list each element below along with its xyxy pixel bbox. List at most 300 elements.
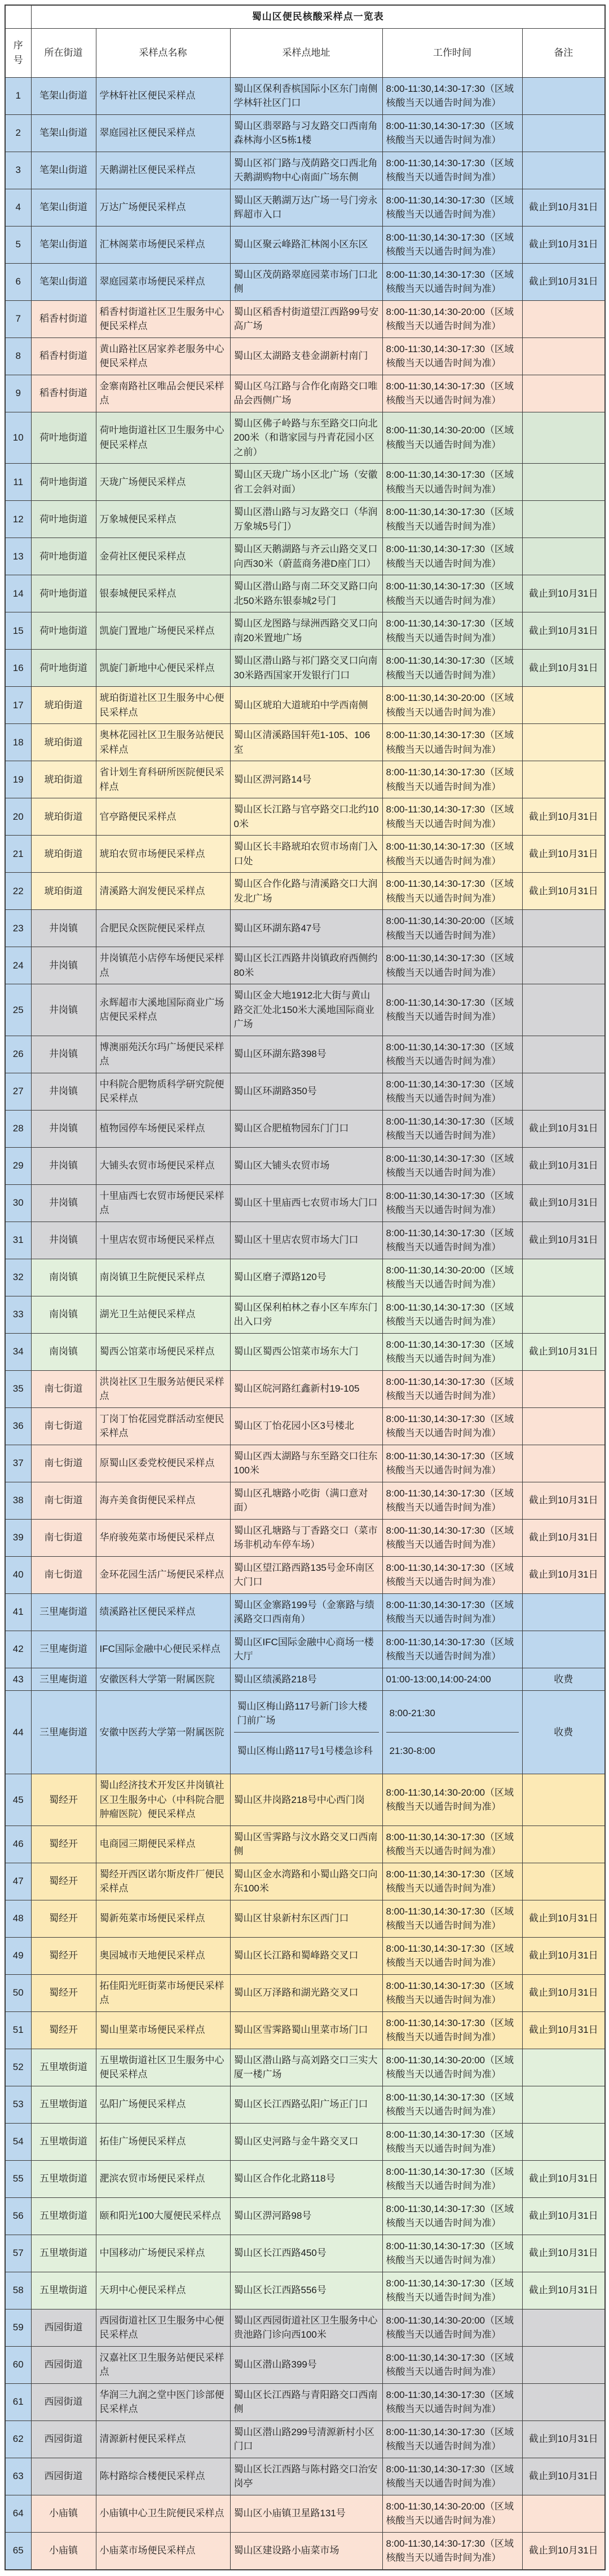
cell-note: 截止到10月31日 [522,798,605,836]
table-row [5,1974,605,2011]
cell-site-name: 凯旋门新地中心便民采样点 [96,650,230,687]
table-row [5,538,605,575]
cell-note [522,1259,605,1296]
table-row [5,1863,605,1900]
cell-street: 琥珀街道 [31,687,96,724]
cell-worktime: 8:00-11:30,14:30-17:30（区域核酸当天以通告时间为准） [382,2086,522,2123]
cell-site-name: 金环花园生活广场便民采样点 [96,1556,230,1593]
cell-address: 蜀山区长江西路450号 [230,2235,382,2272]
cell-worktime: 8:00-11:30,14:30-17:30（区域核酸当天以通告时间为准） [382,650,522,687]
cell-worktime: 8:00-11:30,14:30-17:30（区域核酸当天以通告时间为准） [382,1974,522,2011]
cell-address: 蜀山区合肥植物园东门门口 [230,1110,382,1147]
cell-serial-number: 62 [5,2420,31,2458]
cell-note [522,1826,605,1863]
cell-note: 收费 [522,1691,605,1774]
cell-note: 截止到10月31日 [522,650,605,687]
cell-street: 荷叶地街道 [31,650,96,687]
cell-street: 稻香村街道 [31,375,96,412]
cell-street: 南七街道 [31,1370,96,1407]
cell-address: 蜀山区金寨路199号（金寨路与绩溪路交口西南角） [230,1593,382,1631]
cell-site-name: 拓佳广场便民采样点 [96,2123,230,2160]
table-row [5,501,605,538]
cell-address: 蜀山区梅山路117号1号楼急诊科 [237,1746,373,1757]
cell-note [522,412,605,464]
cell-address: 蜀山区皖河路红鑫新村19-105 [230,1370,382,1407]
table-row [5,300,605,337]
cell-note: 截止到10月31日 [522,1974,605,2011]
cell-site-name: 天珑广场便民采样点 [96,464,230,501]
cell-worktime: 8:00-11:30,14:30-17:30（区域核酸当天以通告时间为准） [382,501,522,538]
cell-worktime: 8:00-11:30,14:30-17:30（区域核酸当天以通告时间为准） [382,1445,522,1482]
cell-serial-number: 7 [5,300,31,337]
cell-note [522,1593,605,1631]
table-row [5,1631,605,1668]
header-row [5,28,605,77]
cell-address: 蜀山区长江路与官亭路交口北约100米 [230,798,382,836]
cell-worktime: 8:00-11:30,14:30-17:30（区域核酸当天以通告时间为准） [382,2272,522,2309]
cell-note: 收费 [522,1668,605,1691]
cell-serial-number: 59 [5,2309,31,2346]
cell-note: 截止到10月31日 [522,1184,605,1222]
cell-site-name: 清溪路大润发便民采样点 [96,873,230,910]
cell-worktime: 8:00-11:30,14:30-20:00（区域核酸当天以通告时间为准） [382,300,522,337]
cell-serial-number: 55 [5,2160,31,2197]
cell-worktime: 8:00-11:30,14:30-17:30（区域核酸当天以通告时间为准） [382,984,522,1036]
cell-street: 三里庵街道 [31,1593,96,1631]
cell-site-name: 小庙菜市场便民采样点 [96,2532,230,2570]
table-row [5,1900,605,1937]
cell-site-name: 黄山路社区居家养老服务中心便民采样点 [96,337,230,375]
cell-serial-number: 6 [5,263,31,300]
cell-address: 蜀山区潜山路与南二环交叉路口向北50米路东银泰城2号门 [230,575,382,612]
cell-serial-number: 8 [5,337,31,375]
cell-address: 蜀山区合作化路与清溪路交口大润发北广场 [230,873,382,910]
cell-site-name: 十里店农贸市场便民采样点 [96,1222,230,1259]
table-row [5,575,605,612]
table-row [5,1774,605,1826]
cell-serial-number: 32 [5,1259,31,1296]
cell-serial-number: 19 [5,761,31,798]
table-row [5,1259,605,1296]
cell-serial-number: 36 [5,1407,31,1445]
cell-serial-number: 45 [5,1774,31,1826]
cell-note [522,2086,605,2123]
cell-site-name: 翠庭园菜市场便民采样点 [96,263,230,300]
cell-address: 蜀山区万泽路和湖光路交叉口 [230,1974,382,2011]
cell-address: 蜀山区史河路与金牛路交叉口 [230,2123,382,2160]
cell-address: 蜀山区长丰路琥珀农贸市场南门入口处 [230,836,382,873]
cell-serial-number: 38 [5,1482,31,1519]
table-row [5,1668,605,1691]
cell-serial-number: 30 [5,1184,31,1222]
cell-worktime: 8:00-11:30,14:30-17:30（区域核酸当天以通告时间为准） [382,1110,522,1147]
cell-address: 蜀山区长江西路井岗镇政府西侧约80米 [230,947,382,984]
cell-serial-number: 24 [5,947,31,984]
cell-worktime: 8:00-11:30,14:30-17:30（区域核酸当天以通告时间为准） [382,2123,522,2160]
cell-street: 琥珀街道 [31,798,96,836]
table-row [5,189,605,226]
cell-street: 蜀经开 [31,1937,96,1974]
table-row [5,152,605,189]
cell-worktime: 8:00-11:30,14:30-17:30（区域核酸当天以通告时间为准） [382,724,522,761]
cell-worktime: 8:00-11:30,14:30-17:30（区域核酸当天以通告时间为准） [382,337,522,375]
cell-street: 荷叶地街道 [31,412,96,464]
cell-site-name: IFC国际金融中心便民采样点 [96,1631,230,1668]
cell-note: 截止到10月31日 [522,2420,605,2458]
cell-address: 蜀山区西园街道社区卫生服务中心贵池路门诊向西100米 [230,2309,382,2346]
cell-note: 截止到10月31日 [522,1519,605,1556]
cell-note [522,1073,605,1110]
cell-note: 截止到10月31日 [522,873,605,910]
cell-street: 南岗镇 [31,1296,96,1333]
cell-serial-number: 43 [5,1668,31,1691]
cell-worktime: 8:00-11:30,14:30-20:00（区域核酸当天以通告时间为准） [382,687,522,724]
cell-worktime: 8:00-11:30,14:30-17:30（区域核酸当天以通告时间为准） [382,538,522,575]
cell-site-name: 天玥中心便民采样点 [96,2272,230,2309]
table-row [5,1482,605,1519]
cell-worktime: 8:00-11:30,14:30-20:00（区域核酸当天以通告时间为准） [382,1774,522,1826]
table-row [5,2420,605,2458]
cell-serial-number: 40 [5,1556,31,1593]
cell-serial-number: 2 [5,114,31,152]
cell-street: 南七街道 [31,1482,96,1519]
cell-note: 截止到10月31日 [522,1333,605,1370]
cell-address: 蜀山区潜山路与习友路交口（华润万象城5号门） [230,501,382,538]
cell-worktime: 8:00-11:30,14:30-20:00（区域核酸当天以通告时间为准） [382,1259,522,1296]
cell-serial-number: 18 [5,724,31,761]
table-row [5,1826,605,1863]
cell-worktime: 8:00-11:30,14:30-17:30（区域核酸当天以通告时间为准） [382,798,522,836]
cell-serial-number: 11 [5,464,31,501]
cell-note [522,2049,605,2086]
table-row [5,873,605,910]
cell-street: 笔架山街道 [31,189,96,226]
cell-serial-number: 22 [5,873,31,910]
cell-street: 井岗镇 [31,1184,96,1222]
cell-worktime: 8:00-11:30,14:30-20:00（区域核酸当天以通告时间为准） [382,412,522,464]
table-row [5,612,605,650]
cell-address: 蜀山区保利香槟国际小区东门南侧学林轩社区门口 [230,77,382,114]
cell-serial-number: 4 [5,189,31,226]
cell-worktime: 8:00-11:30,14:30-17:30（区域核酸当天以通告时间为准） [382,1863,522,1900]
cell-street: 荷叶地街道 [31,575,96,612]
cell-address: 蜀山区丁怡花园小区3号楼北 [230,1407,382,1445]
cell-note [522,984,605,1036]
cell-street: 蜀经开 [31,1974,96,2011]
cell-address: 蜀山区环湖东路47号 [230,910,382,947]
column-header-street: 所在街道 [31,28,96,77]
cell-address: 蜀山区金水湾路和小蜀山路交口向东100米 [230,1863,382,1900]
table-row [5,2086,605,2123]
cell-address: 蜀山区天鹅湖万达广场一号门旁永辉超市入口 [230,189,382,226]
cell-street: 五里墩街道 [31,2235,96,2272]
cell-serial-number: 21 [5,836,31,873]
cell-site-name: 丁岗丁怡花园党群活动室便民采样点 [96,1407,230,1445]
cell-address: 蜀山区建设路小庙菜市场 [230,2532,382,2570]
table-row [5,947,605,984]
table-row [5,687,605,724]
cell-street: 笔架山街道 [31,77,96,114]
cell-serial-number: 15 [5,612,31,650]
table-row [5,2160,605,2197]
cell-address: 蜀山区小庙镇卫星路131号 [230,2495,382,2532]
cell-serial-number: 20 [5,798,31,836]
cell-serial-number: 41 [5,1593,31,1631]
cell-serial-number: 48 [5,1900,31,1937]
cell-note [522,1863,605,1900]
cell-street: 荷叶地街道 [31,464,96,501]
cell-worktime: 8:00-11:30,14:30-17:30（区域核酸当天以通告时间为准） [382,1407,522,1445]
table-row [5,2383,605,2420]
cell-serial-number: 60 [5,2346,31,2383]
cell-serial-number: 39 [5,1519,31,1556]
cell-street: 蜀经开 [31,2011,96,2049]
cell-site-name: 安徽中医药大学第一附属医院 [96,1691,230,1774]
cell-street: 三里庵街道 [31,1631,96,1668]
cell-worktime: 8:00-11:30,14:30-17:30（区域核酸当天以通告时间为准） [382,947,522,984]
cell-worktime: 8:00-11:30,14:30-17:30（区域核酸当天以通告时间为准） [382,1147,522,1184]
cell-street: 井岗镇 [31,1222,96,1259]
cell-worktime: 8:00-11:30,14:30-20:00（区域核酸当天以通告时间为准） [382,2309,522,2346]
cell-street: 三里庵街道 [31,1668,96,1691]
cell-note [522,1370,605,1407]
cell-serial-number: 61 [5,2383,31,2420]
column-header-note: 备注 [522,28,605,77]
cell-street: 小庙镇 [31,2495,96,2532]
table-row [5,412,605,464]
cell-street: 西园街道 [31,2383,96,2420]
cell-worktime: 8:00-11:30,14:30-17:30（区域核酸当天以通告时间为准） [382,1296,522,1333]
cell-site-name: 金荷社区便民采样点 [96,538,230,575]
cell-serial-number: 31 [5,1222,31,1259]
table-row [5,2309,605,2346]
cell-serial-number: 58 [5,2272,31,2309]
cell-note: 截止到10月31日 [522,2532,605,2570]
cell-address: 蜀山区茂荫路翠庭园菜市场门口北侧 [230,263,382,300]
cell-address: 蜀山区蜀西公馆菜市场东大门 [230,1333,382,1370]
cell-serial-number: 33 [5,1296,31,1333]
cell-address: 蜀山区磨子潭路120号 [230,1259,382,1296]
cell-note: 截止到10月31日 [522,2458,605,2495]
cell-street: 五里墩街道 [31,2272,96,2309]
cell-worktime: 8:00-11:30,14:30-17:30（区域核酸当天以通告时间为准） [382,375,522,412]
cell-site-name: 十里庙西七农贸市场便民采样点 [96,1184,230,1222]
cell-note: 截止到10月31日 [522,836,605,873]
cell-street: 井岗镇 [31,1036,96,1073]
cell-note: 截止到10月31日 [522,1482,605,1519]
cell-address: 蜀山区淠河路14号 [230,761,382,798]
cell-worktime: 8:00-11:30,14:30-17:30（区域核酸当天以通告时间为准） [382,873,522,910]
cell-serial-number: 23 [5,910,31,947]
cell-address: 蜀山区甘泉新村东区西门口 [230,1900,382,1937]
cell-address-split [230,1691,382,1774]
table-row [5,1556,605,1593]
table-row [5,2123,605,2160]
cell-site-name: 博澳丽苑沃尔玛广场便民采样点 [96,1036,230,1073]
cell-site-name: 学林轩社区便民采样点 [96,77,230,114]
cell-serial-number: 56 [5,2197,31,2235]
cell-note [522,114,605,152]
cell-worktime: 8:00-11:30,14:30-17:30（区域核酸当天以通告时间为准） [382,2011,522,2049]
cell-street: 井岗镇 [31,1110,96,1147]
cell-site-name: 海卉美食街便民采样点 [96,1482,230,1519]
cell-note [522,1445,605,1482]
column-header-no: 序号 [5,28,31,77]
column-header-worktime: 工作时间 [382,28,522,77]
cell-street: 西园街道 [31,2346,96,2383]
cell-address: 蜀山区祁门路与茂荫路交口西北角天鹅湖购物中心南面广场东侧 [230,152,382,189]
cell-address: 蜀山区十里庙西七农贸市场大门口 [230,1184,382,1222]
cell-site-name: 琥珀农贸市场便民采样点 [96,836,230,873]
cell-street: 笔架山街道 [31,152,96,189]
cell-note [522,464,605,501]
cell-street: 井岗镇 [31,947,96,984]
column-header-name: 采样点名称 [96,28,230,77]
cell-site-name: 省计划生育科研所医院便民采样点 [96,761,230,798]
cell-worktime: 8:00-11:30,14:30-17:30（区域核酸当天以通告时间为准） [382,2235,522,2272]
cell-address: 蜀山区望江路西路135号金环南区大门口 [230,1556,382,1593]
cell-street: 蜀经开 [31,1863,96,1900]
cell-street: 蜀经开 [31,1826,96,1863]
cell-street: 西园街道 [31,2458,96,2495]
table-row [5,1937,605,1974]
cell-street: 西园街道 [31,2420,96,2458]
cell-worktime: 8:00-11:30,14:30-17:30（区域核酸当天以通告时间为准） [382,1556,522,1593]
table-row [5,1222,605,1259]
cell-address: 蜀山区长江西路与陈村路交口治安岗亭 [230,2458,382,2495]
table-row [5,2197,605,2235]
cell-note: 截止到10月31日 [522,263,605,300]
cell-note [522,538,605,575]
cell-worktime: 8:00-11:30,14:30-17:30（区域核酸当天以通告时间为准） [382,263,522,300]
cell-street: 井岗镇 [31,984,96,1036]
cell-address: 蜀山区聚云峰路汇林阁小区东区 [230,226,382,263]
cell-street: 笔架山街道 [31,226,96,263]
cell-address: 蜀山区保利柏林之春小区车库东门出入口旁 [230,1296,382,1333]
cell-address: 蜀山区西太湖路与东至路交口往东100米 [230,1445,382,1482]
cell-site-name: 合肥民众医院便民采样点 [96,910,230,947]
cell-street: 南七街道 [31,1556,96,1593]
cell-note: 截止到10月31日 [522,1110,605,1147]
cell-serial-number: 9 [5,375,31,412]
table-row [5,2049,605,2086]
table-row [5,1370,605,1407]
column-header-address: 采样点地址 [230,28,382,77]
cell-note: 截止到10月31日 [522,1900,605,1937]
table-row [5,114,605,152]
cell-serial-number: 35 [5,1370,31,1407]
cell-worktime: 8:00-11:30,14:30-17:30（区域核酸当天以通告时间为准） [382,464,522,501]
cell-worktime: 8:00-11:30,14:30-17:30（区域核酸当天以通告时间为准） [382,761,522,798]
cell-worktime: 8:00-11:30,14:30-17:30（区域核酸当天以通告时间为准） [382,1826,522,1863]
cell-site-name: 凯旋门置地广场便民采样点 [96,612,230,650]
cell-serial-number: 51 [5,2011,31,2049]
cell-address: 蜀山区绩溪路218号 [230,1668,382,1691]
cell-note [522,2346,605,2383]
cell-site-name: 翠庭园社区便民采样点 [96,114,230,152]
cell-site-name: 弘阳广场便民采样点 [96,2086,230,2123]
cell-address: 蜀山区长江路和蜀峰路交叉口 [230,1937,382,1974]
cell-address: 蜀山区孔塘路小吃街（满口意对面） [230,1482,382,1519]
cell-address: 蜀山区龙图路与绿洲西路交叉口向南20米置地广场 [230,612,382,650]
cell-street: 南岗镇 [31,1333,96,1370]
cell-note: 截止到10月31日 [522,2160,605,2197]
cell-site-name: 南岗镇卫生院便民采样点 [96,1259,230,1296]
table-row [5,2532,605,2570]
cell-note: 截止到10月31日 [522,2235,605,2272]
cell-street: 南七街道 [31,1445,96,1482]
table-row [5,2272,605,2309]
cell-serial-number: 46 [5,1826,31,1863]
cell-site-name: 电商园三期便民采样点 [96,1826,230,1863]
cell-worktime: 8:00-11:30,14:30-17:30（区域核酸当天以通告时间为准） [382,1073,522,1110]
cell-address: 蜀山区潜山路与祁门路交叉口向南30米路西国家开发银行门口 [230,650,382,687]
cell-note [522,724,605,761]
table-row [5,761,605,798]
cell-worktime: 8:00-11:30,14:30-17:30（区域核酸当天以通告时间为准） [382,1333,522,1370]
cell-street: 小庙镇 [31,2532,96,2570]
cell-worktime: 8:00-11:30,14:30-17:30（区域核酸当天以通告时间为准） [382,1900,522,1937]
cell-site-name: 稻香村街道社区卫生服务中心便民采样点 [96,300,230,337]
cell-site-name: 万象城便民采样点 [96,501,230,538]
table-row [5,2458,605,2495]
cell-note [522,910,605,947]
cell-note [522,2383,605,2420]
cell-street: 琥珀街道 [31,761,96,798]
cell-note [522,761,605,798]
cell-address: 蜀山区井岗路218号中心西门岗 [230,1774,382,1826]
cell-address: 蜀山区乌江路与合作化南路交口唯品会西侧广场 [230,375,382,412]
table-row [5,2346,605,2383]
cell-note [522,1631,605,1668]
cell-site-name: 拓佳阳光旺街菜市场便民采样点 [96,1974,230,2011]
cell-site-name: 奥林花园社区卫生服务站便民采样点 [96,724,230,761]
table-row [5,375,605,412]
cell-site-name: 安徽医科大学第一附属医院 [96,1668,230,1691]
cell-note: 截止到10月31日 [522,1222,605,1259]
cell-street: 南七街道 [31,1407,96,1445]
cell-site-name: 蜀西公馆菜市场便民采样点 [96,1333,230,1370]
cell-note: 截止到10月31日 [522,226,605,263]
cell-street: 稻香村街道 [31,337,96,375]
cell-note [522,501,605,538]
cell-site-name: 银泰城便民采样点 [96,575,230,612]
table-row [5,2235,605,2272]
cell-street: 琥珀街道 [31,836,96,873]
cell-worktime: 8:00-11:30,14:30-17:30（区域核酸当天以通告时间为准） [382,1222,522,1259]
cell-address: 蜀山区孔塘路与丁香路交口（菜市场非机动车停车场） [230,1519,382,1556]
cell-site-name: 中国移动广场便民采样点 [96,2235,230,2272]
cell-worktime: 8:00-11:30,14:30-17:30（区域核酸当天以通告时间为准） [382,189,522,226]
cell-street: 五里墩街道 [31,2049,96,2086]
cell-serial-number: 57 [5,2235,31,2272]
cell-worktime: 8:00-11:30,14:30-17:30（区域核酸当天以通告时间为准） [382,1370,522,1407]
cell-serial-number: 5 [5,226,31,263]
cell-address: 蜀山区长江西路与青阳路交口西南侧 [230,2383,382,2420]
table-row [5,1593,605,1631]
cell-note [522,2123,605,2160]
cell-site-name: 原蜀山区委党校便民采样点 [96,1445,230,1482]
cell-note: 截止到10月31日 [522,1147,605,1184]
cell-address: 蜀山区稻香村街道望江西路99号安高广场 [230,300,382,337]
cell-address: 蜀山区翡翠路与习友路交口西南角森林海小区5栋1楼 [230,114,382,152]
cell-worktime: 8:00-11:30,14:30-17:30（区域核酸当天以通告时间为准） [382,1593,522,1631]
cell-serial-number: 37 [5,1445,31,1482]
cell-note: 截止到10月31日 [522,2011,605,2049]
cell-site-name: 湖光卫生站便民采样点 [96,1296,230,1333]
cell-worktime: 8:00-11:30,14:30-17:30（区域核酸当天以通告时间为准） [382,77,522,114]
cell-street: 蜀经开 [31,1900,96,1937]
